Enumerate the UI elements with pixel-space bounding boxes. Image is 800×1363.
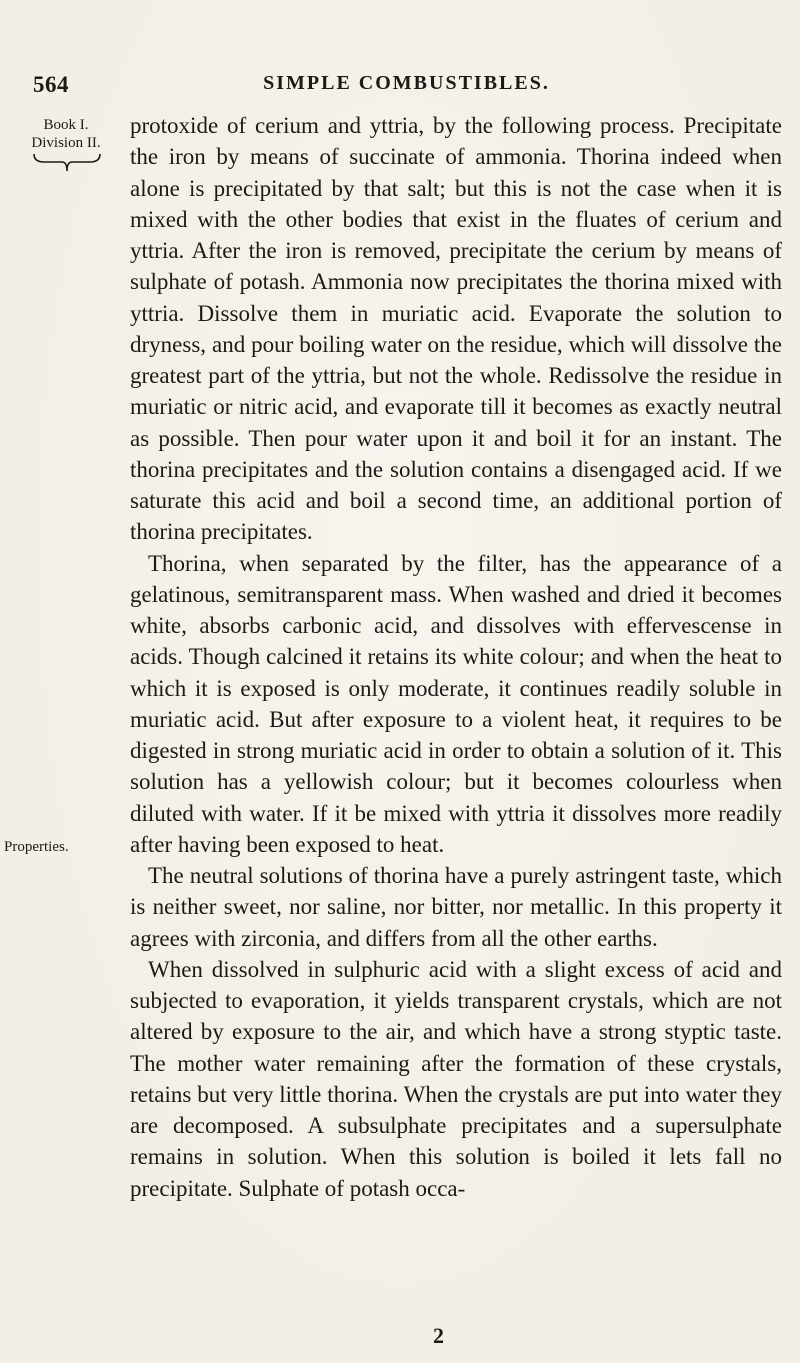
paragraph-2: Thorina, when separated by the filter, has the appearance of a gelatinous, semitransparent mass. When washed and dried it becomes white, absorbs carbonic acid, and dissolves with effervescense in acids. Though calcined it retains its white colour; and when the heat to which it is exposed is only moderate, it continues readily soluble in muriatic acid. But after exposure to a violent heat, it requires to be digested in strong muriatic acid in order to obtain a solution of it. This solution has a yellowish colour; but it becomes colourless when diluted with water. If it be mixed with yttria it dissolves more readily after having been exposed to heat.	[130, 550, 782, 857]
page-number: 564	[33, 72, 69, 97]
margin-division-label: Division II.	[31, 135, 101, 151]
paragraph-4: When dissolved in sulphuric acid with a slight excess of acid and subjected to evaporation, it yields transparent crystals, which are not altered by exposure to the air, and which have a strong styptic taste. The mother water remaining after the formation of these crystals, retains but very little thorina. When the crystals are put into water they are decomposed. A subsulphate precipitates and a supersulphate remains in solution. When this solution is boiled it lets fall no precipitate. Sulphate of potash occa-	[130, 956, 782, 1201]
paragraph-3: The neutral solutions of thorina have a purely astringent taste, which is neither sweet, nor saline, nor bitter, nor metallic. In this property it agrees with zirconia, and differs from all the other earths.	[130, 863, 782, 951]
brace-icon	[32, 152, 102, 174]
body-text	[130, 110, 782, 1204]
signature-mark: 2	[433, 1323, 445, 1348]
margin-properties-label: Properties.	[4, 839, 69, 855]
running-head: SIMPLE COMBUSTIBLES.	[263, 72, 550, 94]
page-header	[33, 72, 780, 104]
margin-book-label: Book I.	[43, 117, 89, 133]
paragraph-1: protoxide of cerium and yttria, by the following process. Precipitate the iron by means of succinate of ammonia. Thorina indeed when alone is precipitated by that salt; but this is not the case when it is mixed with the other bodies that exist in the fluates of cerium and yttria. After the iron is removed, precipitate the cerium by means of sulphate of potash. Ammonia now precipitates the thorina mixed with yttria. Dissolve them in muriatic acid. Evaporate the solution to dryness, and pour boiling water on the residue, which will dissolve the greatest part of the yttria, but not the whole. Redissolve the residue in muriatic or nitric acid, and evaporate till it becomes as exactly neutral as possible. Then pour water upon it and boil it for an instant. The thorina precipitates and the solution contains a disengaged acid. If we saturate this acid and boil a second time, an additional portion of thorina precipitates.	[130, 113, 782, 545]
